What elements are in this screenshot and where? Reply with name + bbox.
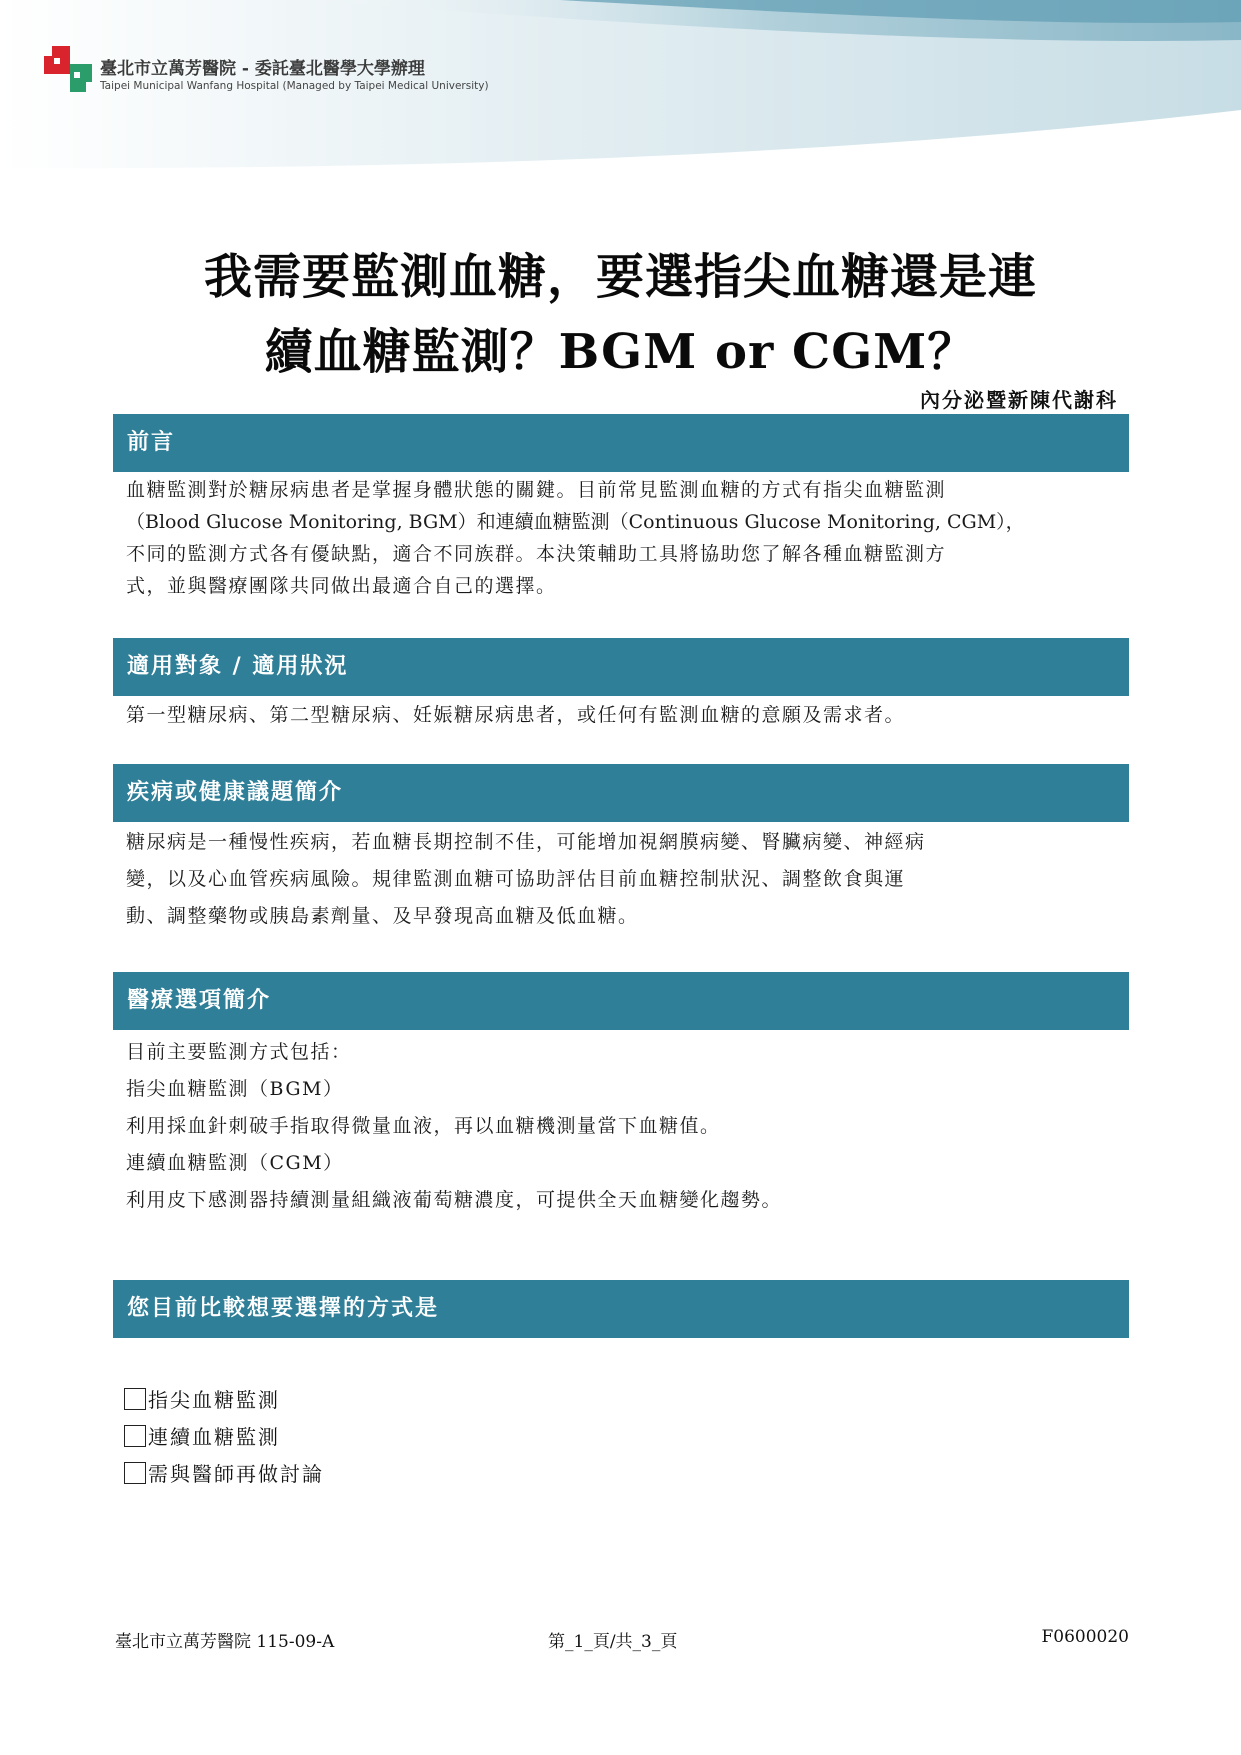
section-heading-options: 醫療選項簡介 (113, 972, 1129, 1030)
department-name: 內分泌暨新陳代謝科 (920, 388, 1118, 412)
checkbox[interactable] (124, 1425, 146, 1447)
section-heading-target: 適用對象 / 適用狀況 (113, 638, 1129, 696)
choice-label: 需與醫師再做討論 (148, 1462, 324, 1486)
options-list (126, 1034, 1126, 1219)
intro-line: （Blood Glucose Monitoring, BGM）和連續血糖監測（Continuous Glucose Monitoring, CGM）， (126, 511, 1025, 533)
disease-line: 變，以及心血管疾病風險。規律監測血糖可協助評估目前血糖控制狀況、調整飲食與運 (126, 868, 906, 890)
options-line: 利用採血針刺破手指取得微量血液，再以血糖機測量當下血糖值。 (126, 1115, 721, 1137)
choice-option[interactable] (124, 1458, 324, 1487)
footer-page-number: 第_1_頁/共_3_頁 (548, 1632, 678, 1652)
checkbox[interactable] (124, 1388, 146, 1410)
choice-label: 連續血糖監測 (148, 1425, 280, 1449)
intro-line: 血糖監測對於糖尿病患者是掌握身體狀態的關鍵。目前常見監測血糖的方式有指尖血糖監測 (126, 479, 947, 501)
choice-option[interactable] (124, 1384, 280, 1413)
intro-paragraph (126, 474, 1126, 602)
page-title-line-1: 我需要監測血糖，要選指尖血糖還是連 (203, 249, 1037, 305)
footer-form-code: F0600020 (1041, 1627, 1129, 1647)
options-line: 指尖血糖監測（BGM） (126, 1078, 344, 1100)
options-line: 目前主要監測方式包括： (126, 1041, 352, 1063)
choice-label: 指尖血糖監測 (148, 1388, 280, 1412)
intro-line: 不同的監測方式各有優缺點，適合不同族群。本決策輔助工具將協助您了解各種血糖監測方 (126, 543, 947, 565)
choice-option[interactable] (124, 1421, 280, 1450)
footer-left: 臺北市立萬芳醫院 115-09-A (115, 1632, 335, 1652)
options-line: 連續血糖監測（CGM） (126, 1152, 344, 1174)
section-heading-choice: 您目前比較想要選擇的方式是 (113, 1280, 1129, 1338)
checkbox[interactable] (124, 1462, 146, 1484)
hospital-name: 臺北市立萬芳醫院 - 委託臺北醫學大學辦理 (100, 59, 425, 79)
section-heading-intro: 前言 (113, 414, 1129, 472)
target-text: 第一型糖尿病、第二型糖尿病、妊娠糖尿病患者，或任何有監測血糖的意願及需求者。 (126, 704, 906, 726)
section-heading-disease: 疾病或健康議題簡介 (113, 764, 1129, 822)
options-line: 利用皮下感測器持續測量組織液葡萄糖濃度，可提供全天血糖變化趨勢。 (126, 1189, 783, 1211)
disease-line: 動、調整藥物或胰島素劑量、及早發現高血糖及低血糖。 (126, 905, 639, 927)
disease-line: 糖尿病是一種慢性疾病，若血糖長期控制不佳，可能增加視網膜病變、腎臟病變、神經病 (126, 831, 926, 853)
page-title-line-2: 續血糖監測？BGM or CGM？ (264, 324, 977, 380)
hospital-name-en: Taipei Municipal Wanfang Hospital (Managed by Taipei Medical University) (100, 80, 489, 92)
intro-line: 式，並與醫療團隊共同做出最適合自己的選擇。 (126, 575, 557, 597)
hospital-logo-icon (44, 46, 94, 92)
disease-paragraph (126, 824, 1126, 935)
